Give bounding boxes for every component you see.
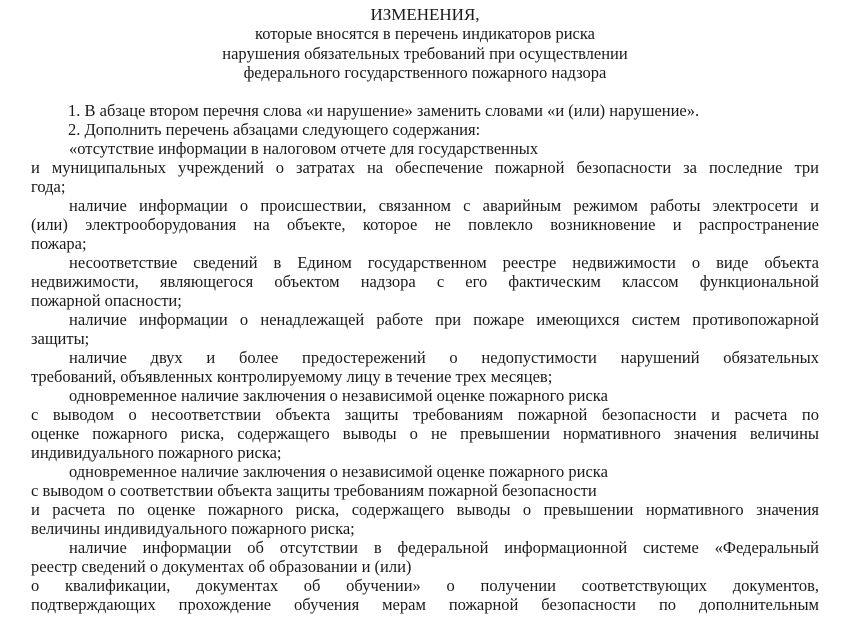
text-line: индивидуального пожарного риска;: [31, 442, 282, 462]
text-line: недвижимости, являющегося объектом надзора с его фактическим классом функциональной: [31, 271, 819, 291]
text-line: подтверждающих прохождение обучения мерам пожарной безопасности по дополнительным: [31, 594, 819, 614]
text-line: одновременное наличие заключения о независимой оценке пожарного риска: [69, 461, 608, 481]
text-line: наличие двух и более предостережений о недопустимости нарушений обязательных: [69, 347, 819, 367]
text-line: наличие информации о происшествии, связанном с аварийным режимом работы электросети и: [69, 195, 819, 215]
text-line: 2. Дополнить перечень абзацами следующего содержания:: [68, 119, 481, 139]
subtitle-line-1: которые вносятся в перечень индикаторов риска: [255, 24, 595, 43]
text-line: и муниципальных учреждений о затратах на обеспечение пожарной безопасности за последние три: [31, 157, 819, 177]
text-line: наличие информации о ненадлежащей работе при пожаре имеющихся систем противопожарной: [69, 309, 819, 329]
text-line: пожара;: [31, 233, 87, 253]
text-line: одновременное наличие заключения о независимой оценке пожарного риска: [69, 385, 608, 405]
text-line: требований, объявленных контролируемому лицу в течение трех месяцев;: [31, 366, 553, 386]
text-line: с выводом о несоответствии объекта защиты требованиям пожарной безопасности и расчета по: [31, 404, 819, 424]
text-line: величины индивидуального пожарного риска;: [31, 518, 355, 538]
document-title: ИЗМЕНЕНИЯ,: [370, 5, 480, 24]
text-line: о квалификации, документах об обучении» о получении соответствующих документов,: [31, 575, 819, 595]
text-line: наличие информации об отсутствии в федеральной информационной системе «Федеральный: [69, 537, 819, 557]
subtitle-line-3: федерального государственного пожарного надзора: [243, 63, 607, 82]
document-body: [0, 101, 850, 614]
text-line: защиты;: [31, 328, 90, 348]
text-line: оценке пожарного риска, содержащего выводы о не превышении нормативного значения величины: [31, 423, 819, 443]
text-line: пожарной опасности;: [31, 290, 182, 310]
text-line: и расчета по оценке пожарного риска, содержащего выводы о превышении нормативного значения: [31, 499, 819, 519]
document-header: [0, 5, 850, 83]
text-line: 1. В абзаце втором перечня слова «и нарушение» заменить словами «и (или) нарушение».: [68, 100, 700, 120]
text-line: (или) электрооборудования на объекте, которое не повлекло возникновение и распространение: [31, 214, 819, 234]
text-line: «отсутствие информации в налоговом отчете для государственных: [69, 138, 539, 158]
text-line: несоответствие сведений в Едином государственном реестре недвижимости о виде объекта: [69, 252, 819, 272]
text-line: года;: [31, 176, 66, 196]
subtitle-line-2: нарушения обязательных требований при осуществлении: [222, 43, 628, 63]
text-line: реестр сведений о документах об образовании и (или): [31, 556, 412, 576]
text-line: с выводом о соответствии объекта защиты требованиям пожарной безопасности: [31, 480, 597, 500]
